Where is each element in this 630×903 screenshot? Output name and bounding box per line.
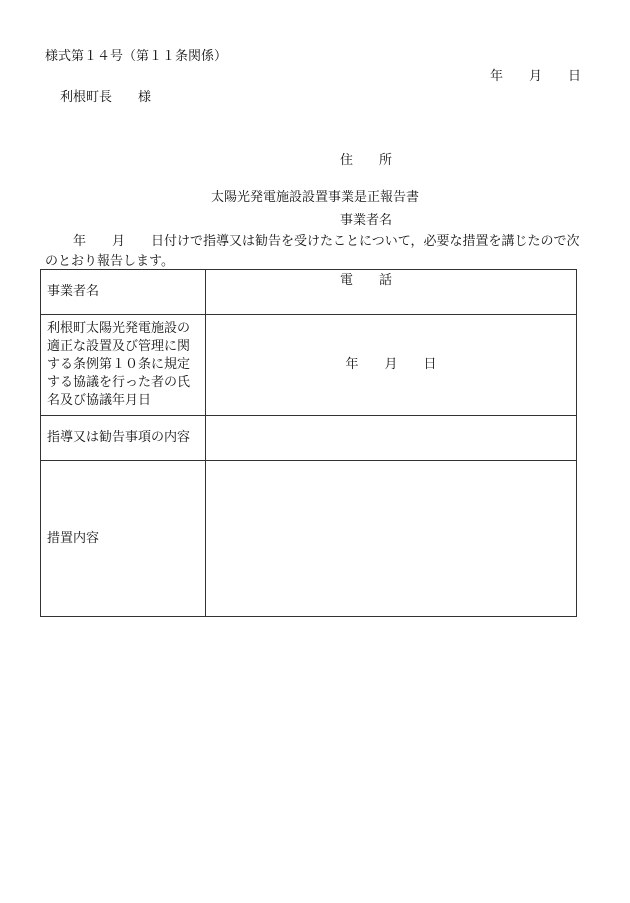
measures-content-field[interactable] xyxy=(206,461,577,617)
business-name-field[interactable] xyxy=(206,270,577,315)
document-title: 太陽光発電施設設置事業是正報告書 xyxy=(210,190,419,205)
table-row xyxy=(41,315,577,416)
table-row xyxy=(41,461,577,617)
row-label-consultation: 利根町太陽光発電施設の適正な設置及び管理に関する条例第１０条に規定する協議を行った者の氏名及び協議年月日 xyxy=(41,315,206,416)
intro-text: 年 月 日付けで指導又は勧告を受けたことについて，必要な措置を講じたので次のとおり報告します。 xyxy=(45,234,580,269)
phone-label: 電 話 xyxy=(340,273,393,288)
form-number: 様式第１４号（第１１条関係） xyxy=(45,49,228,64)
intro-paragraph xyxy=(45,232,590,272)
row-label-guidance: 指導又は勧告事項の内容 xyxy=(41,416,206,461)
row-label-measures: 措置内容 xyxy=(41,461,206,617)
table-row xyxy=(41,270,577,315)
row-label-business-name: 事業者名 xyxy=(41,270,206,315)
report-date: 年 月 日 xyxy=(490,69,582,84)
addressee: 利根町長 様 xyxy=(60,90,152,105)
consultation-date-field[interactable]: 年 月 日 xyxy=(206,315,577,416)
guidance-content-field[interactable] xyxy=(206,416,577,461)
business-name-label: 事業者名 xyxy=(340,213,393,228)
table-row xyxy=(41,416,577,461)
report-table xyxy=(40,269,577,617)
address-label: 住 所 xyxy=(340,153,393,168)
